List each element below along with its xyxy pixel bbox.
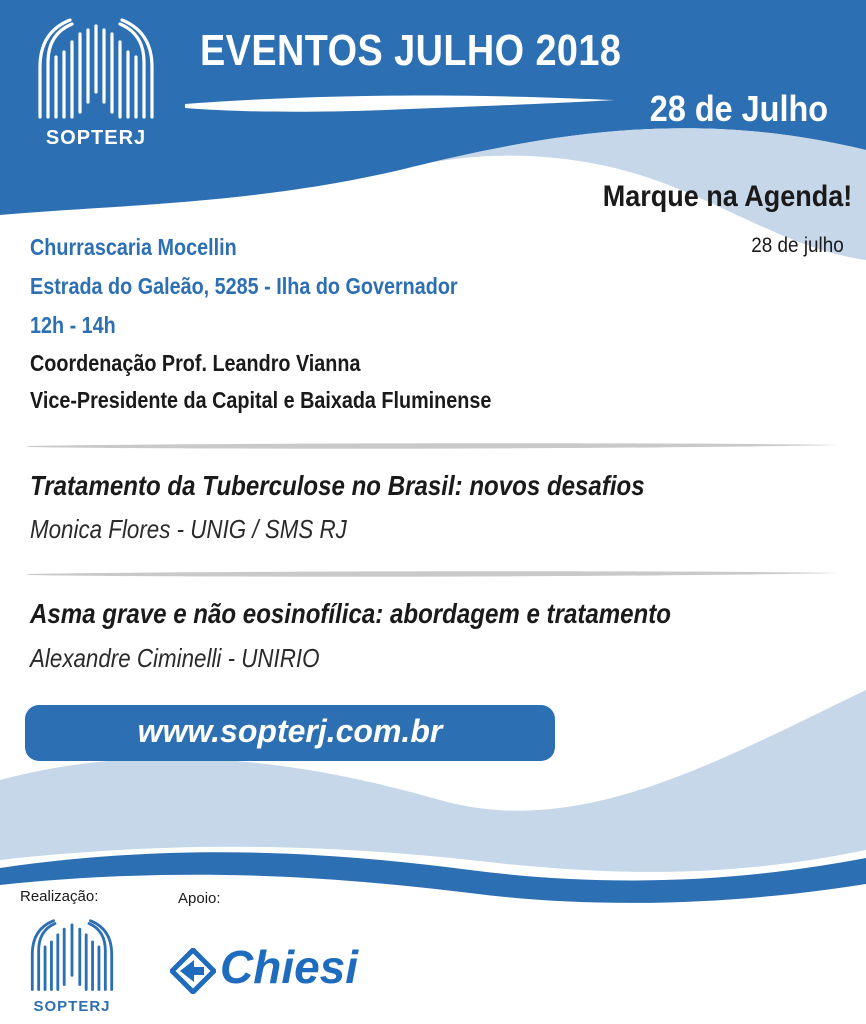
talk-speaker: Monica Flores - UNIG / SMS RJ	[30, 514, 347, 544]
venue-address: Estrada do Galeão, 5285 - Ilha do Governador	[30, 273, 458, 299]
sopterj-logo	[30, 12, 162, 152]
talk-title: Tratamento da Tuberculose no Brasil: novos desafios	[30, 470, 645, 501]
venue-name: Churrascaria Mocellin	[30, 234, 237, 260]
coordinator-role: Vice-Presidente da Capital e Baixada Fluminense	[30, 387, 492, 413]
chiesi-arrow-icon	[170, 948, 216, 994]
agenda-heading: Marque na Agenda!	[602, 180, 852, 213]
header-date: 28 de Julho	[649, 88, 828, 129]
brush-stroke	[185, 90, 615, 120]
website-url[interactable]: www.sopterj.com.br	[137, 713, 443, 749]
divider	[28, 440, 840, 452]
sopterj-logo-small	[22, 915, 122, 1015]
website-link[interactable]	[25, 705, 555, 761]
agenda-date: 28 de julho	[751, 234, 844, 257]
divider	[28, 568, 840, 580]
lung-columns-icon	[30, 12, 162, 122]
lung-columns-icon	[22, 915, 122, 993]
talk-title: Asma grave e não eosinofílica: abordagem e tratamento	[30, 598, 671, 629]
coordination: Coordenação Prof. Leandro Vianna	[30, 350, 361, 376]
event-title: EVENTOS JULHO 2018	[200, 26, 622, 75]
event-time: 12h - 14h	[30, 312, 116, 338]
sponsor-name: Chiesi	[220, 941, 359, 993]
realizacao-label: Realização:	[20, 888, 99, 905]
talk-speaker: Alexandre Ciminelli - UNIRIO	[30, 643, 320, 673]
apoio-label: Apoio:	[178, 890, 221, 907]
logo-small-text: SOPTERJ	[33, 998, 111, 1015]
logo-text: SOPTERJ	[45, 127, 147, 149]
